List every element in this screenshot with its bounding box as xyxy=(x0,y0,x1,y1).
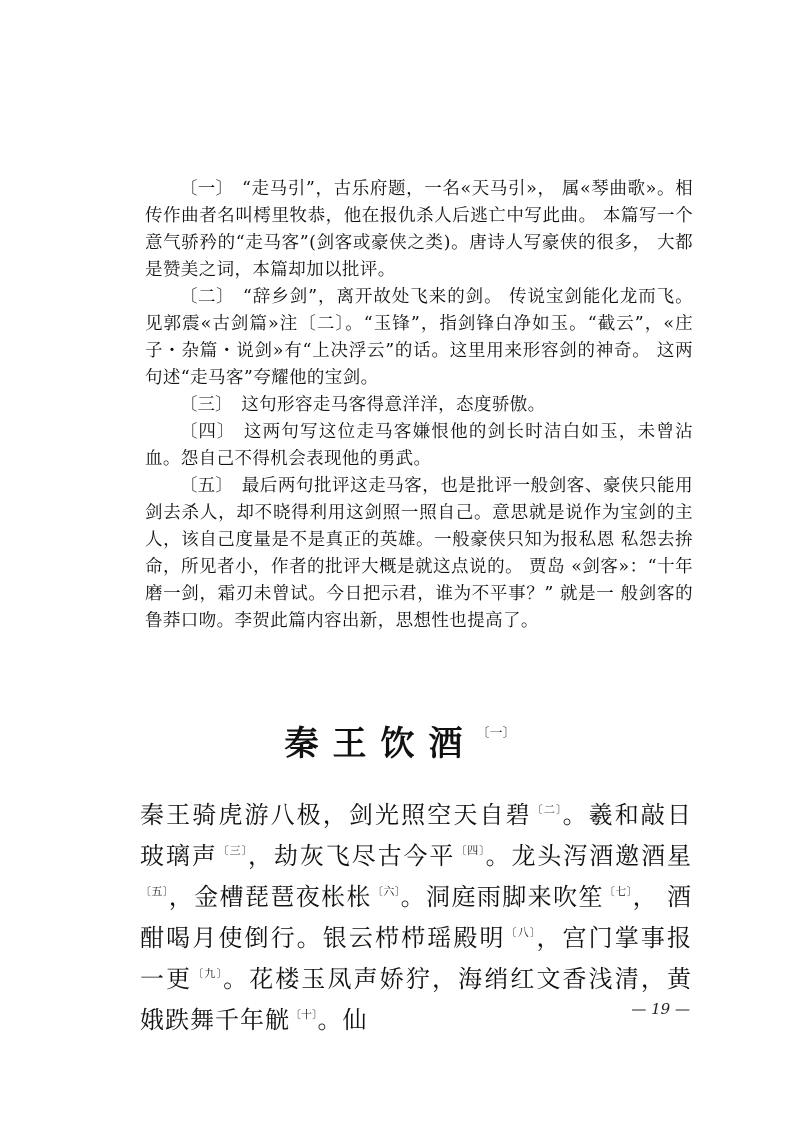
poem-segment: ，宫门掌事报一更 xyxy=(140,924,693,993)
note-4 xyxy=(145,419,693,473)
note-3 xyxy=(145,392,693,419)
footnote-marker: 〔九〕 xyxy=(192,967,224,980)
note-number: 〔四〕 xyxy=(180,422,236,442)
annotation-notes xyxy=(145,176,693,635)
poem-segment: 。羲和敲日玻璃声 xyxy=(140,801,693,870)
note-number: 〔二〕 xyxy=(180,287,235,307)
footnote-marker: 〔七〕 xyxy=(603,885,633,898)
note-text: “辞乡剑”，离开故处飞来的剑。 传说宝剑能化龙而飞。见郭震«古剑篇»注〔二〕。“玉锋”，指剑锋白净如玉。“截云”，«庄子・杂篇・说剑»有“上决浮云”的话。这里用来形容剑的神奇。 这两句述“走马客”夸耀他的宝剑。 xyxy=(145,287,694,388)
poem-title xyxy=(0,712,800,766)
note-1 xyxy=(145,176,693,284)
footnote-marker: 〔三〕 xyxy=(217,844,248,857)
footnote-marker: 〔六〕 xyxy=(371,885,401,898)
poem-segment: 。仙 xyxy=(317,1006,368,1034)
poem-segment: ，金槽琵琶夜枨枨 xyxy=(168,883,372,911)
note-5 xyxy=(145,473,693,635)
poem-segment: ，劫灰飞尽古今平 xyxy=(248,842,456,870)
footnote-marker: 〔八〕 xyxy=(505,926,537,939)
note-number: 〔三〕 xyxy=(180,395,233,415)
poem-segment: 。洞庭雨脚来吹笙 xyxy=(400,883,604,911)
footnote-marker: 〔四〕 xyxy=(455,844,486,857)
poem-title-text: 秦王饮酒 xyxy=(284,724,477,764)
page-number: — 19 — xyxy=(631,1000,690,1018)
poem-title-footnote: 〔一〕 xyxy=(476,726,516,741)
footnote-marker: 〔十〕 xyxy=(290,1008,318,1021)
note-2 xyxy=(145,284,693,392)
poem-segment: 秦王骑虎游八极，剑光照空天自碧 xyxy=(140,801,532,829)
note-number: 〔五〕 xyxy=(180,476,233,496)
poem-segment: ， 酒酣喝月使倒行。银云栉栉瑶殿明 xyxy=(140,883,693,952)
footnote-marker: 〔二〕 xyxy=(531,803,563,816)
note-text: 这两句写这位走马客嫌恨他的剑长时洁白如玉，未曾沾血。怨自己不得机会表现他的勇武。 xyxy=(145,422,693,469)
note-text: 这句形容走马客得意洋洋，态度骄傲。 xyxy=(241,395,546,415)
note-text: 最后两句批评这走马客，也是批评一般剑客、豪侠只能用剑去杀人，却不晓得利用这剑照一照自己。意思就是说作为宝剑的主人，该自己度量是不是真正的英雄。一般豪侠只知为报私恩 私怨去拚命，所见者小，作者的批评大概是就这点说的。 贾岛 «剑客»：“十年磨一剑，霜刃未曾试。今日把示君，谁为不平事？” 就是一 般剑客的鲁莽口吻。李贺此篇内容出新，思想性也提高了。 xyxy=(145,476,694,631)
footnote-marker: 〔五〕 xyxy=(140,885,169,898)
note-number: 〔一〕 xyxy=(180,179,234,199)
poem-segment: 。花楼玉凤声娇狞，海绡红文香浅清，黄娥跌舞千年觥 xyxy=(140,965,693,1034)
note-text: “走马引”，古乐府题，一名«天马引»， 属«琴曲歌»。相传作曲者名叫樗里牧恭，他在报仇杀人后逃亡中写此曲。 本篇写一个意气骄矜的“走马客”(剑客或豪侠之类)。唐诗人写豪侠的很多， 大都是赞美之词，本篇却加以批评。 xyxy=(145,179,694,280)
poem-segment: 。龙头泻酒邀酒星 xyxy=(485,842,693,870)
